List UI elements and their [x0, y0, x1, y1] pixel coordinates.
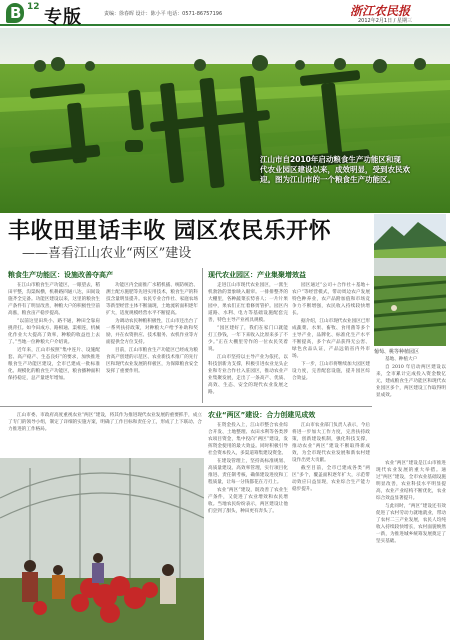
article-column-5 — [376, 356, 446, 456]
page-header — [0, 0, 450, 26]
greenhouse-photo — [0, 458, 204, 640]
section-badge-letter: B — [10, 4, 22, 22]
paragraph: 农业“两区”建设，既改善了农业生产条件，又促进了农业增效和农民增收。当地农民纷纷表示，两区建设让他们尝到了甜头，种田更有奔头了。 — [208, 488, 288, 514]
hero-caption — [260, 155, 446, 185]
paragraph: 近年来，江山市按照“集中连片、设施配套、高产稳产、生态良好”的要求，加快推进粮食生产功能区建设，全市已建成一批标准化、规模化的粮食生产功能区，粮食播种面积保持稳定，总产量逐年增加。 — [8, 348, 100, 381]
article-column-6a — [8, 412, 202, 456]
paragraph: 在建设管理上，坚持高标准规划、高质量建设、高效率管理，实行项目化推进、责任制考核，确保建设进度和工程质量，让每一分钱都花在刀刃上。 — [208, 459, 288, 485]
paragraph: 基地、种植大户 — [385, 357, 418, 362]
editor-info: 责编：徐春晖 设计：陈小平 电话：0571-86757196 — [104, 11, 223, 17]
article-column-3 — [208, 282, 288, 402]
section-heading-2: 现代农业园区：产业集聚增效益 — [208, 271, 306, 279]
hero-photo — [0, 28, 450, 213]
paragraph: 截至目前，全市已建成各类“两区”多个，覆盖面积逐年扩大，示范带动效应日益显现，农业综合生产能力稳步提升。 — [292, 466, 370, 492]
paragraph: “园区建好了，我们在家门口就能打工挣钱，一年下来收入比原来多了不少。”正在大棚里劳作的一位农民笑着说。 — [208, 326, 288, 352]
section-heading-3: 农业“两区”建设：合力创建见成效 — [208, 411, 316, 419]
article-column-4 — [292, 282, 370, 402]
paragraph: “以前这里田块小、路不通，种田全靠肩挑背扛。如今田成方、路相通、渠相连，机械化作业大大提高了效率，种粮的收益也上去了。”当地一位种粮大户介绍说。 — [8, 319, 100, 345]
article-column-1 — [8, 282, 100, 402]
paragraph: 据介绍，江山市现代农业园区已形成蔬菜、水果、畜牧、食用菌等多个主导产业，品牌化、标准化生产水平不断提高，多个农产品获得无公害、绿色食品认证，产品远销省内外市场。 — [292, 319, 370, 359]
publication-date: 2012年2月1日 / 星期三 — [358, 18, 412, 24]
mountain-photo — [374, 214, 446, 258]
paragraph: 自 2010 年启动两区建设以来，全市累计完成投入资金数亿元，建成粮食生产功能区和现代农业园区多个，两区建设工作取得明显成效。 — [376, 365, 446, 398]
paragraph: 走进江山市现代农业园区，一派生机勃勃的景象映入眼帘。一排排整齐的大棚里，各种蔬菜长势喜人；一片片果园中，果农们正忙着修剪管护。园区内道路、水利、电力等基础设施配套完善，特色主导产业初具规模。 — [208, 283, 288, 323]
paragraph: 江山市坚持以主导产业为依托，以科技创新为支撑，积极引进农业龙头企业和专业合作社入驻园区，推动农业产业集聚发展，走出了一条高产、优质、高效、生态、安全的现代农业发展之路。 — [208, 355, 288, 395]
paragraph: 园区通过“公司＋合作社＋基地＋农户”等经营模式，带动周边农户发展特色种养业，农产品附加值和市场竞争力不断增强，农民收入持续较快增长。 — [292, 283, 370, 316]
article-column-8 — [376, 460, 446, 638]
paragraph: 江山市委、市政府高度重视农业“两区”建设，将其作为推进现代农业发展的重要抓手，成立了专门的领导小组，制定了详细的实施方案，明确了工作目标和责任分工，形成了上下联动、合力推进的工作格局。 — [8, 413, 202, 432]
paragraph: 在江山市粮食生产功能区，一眼望去，稻田平整，沟渠纵横，机耕路四通八达，田间设施齐全完备。功能区建设以来，这里的粮食生产条件有了明显改善，种粮大户的积极性空前高涨，粮食亩产稳步提高。 — [8, 283, 100, 316]
vineyard-photo — [374, 258, 446, 346]
paragraph: 为调动农民种粮积极性，江山市还出台了一系列扶持政策，对种粮大户给予补助和奖励，并在农资供应、技术服务、农机作业等方面提供全方位支持。 — [106, 319, 198, 345]
section-badge — [6, 3, 24, 23]
headline: 丰收田里话丰收 园区农民乐开怀 — [8, 219, 332, 244]
subheadline: ——喜看江山农业“两区”建设 — [22, 246, 192, 261]
newspaper-masthead: 浙江农民报 — [350, 4, 411, 18]
paragraph: 功能区内全面推广水稻机插、统防统治、测土配方施肥等先进实用技术，粮食生产的科技含量明显提升。农民专业合作社、家庭农场等新型经营主体不断涌现，土地流转面积逐年扩大，适度规模经营水平不断提高。 — [106, 283, 198, 316]
section-title: 专版 — [44, 7, 82, 28]
paragraph: 与此同时，“两区”建设还有效促进了农村劳动力就地就业，带动了农村二三产业发展，农民人均纯收入持续较快增长，农村面貌焕然一新，为推进城乡统筹发展奠定了坚实基础。 — [376, 504, 446, 544]
paragraph: 农业“两区”建设是江山市推进现代农业发展的重大举措。通过“两区”建设，全市农业基础设施明显改善，农业科技水平明显提高，农业产业结构不断优化，农业综合效益显著提升。 — [376, 461, 446, 501]
hero-caption-line: 迎。图为江山市的一个粮食生产功能区。 — [260, 175, 395, 184]
paragraph: 江山市农业部门负责人表示，今后将进一步加大工作力度，完善扶持政策，创新建设机制，强化科技支撑，推动农业“两区”建设不断取得新成效，为全市现代农业发展和新农村建设作出更大贡献。 — [292, 423, 370, 463]
field-illustration — [0, 28, 450, 213]
column-divider — [202, 268, 203, 403]
paragraph: 在资金投入上，江山市整合农业综合开发、土地整理、农田水利等各类涉农项目资金，集中投向“两区”建设，发挥资金使用的最大效益。同时积极引导社会资本投入，多渠道筹集建设资金。 — [208, 423, 288, 456]
article-column-7 — [292, 422, 370, 638]
article-column-2 — [106, 282, 198, 402]
section-divider — [0, 406, 372, 407]
paragraph: 目前，江山市粮食生产功能区已经成为粮食高产创建的示范区、农业新技术推广的先行区和现代农业发展的样板区，为保障粮食安全发挥了重要作用。 — [106, 348, 198, 374]
right-photo-caption: 葡萄、桃等种植园区 — [374, 349, 420, 355]
section-heading-1: 粮食生产功能区：设施改善夺高产 — [8, 271, 113, 279]
hero-caption-line: 江山市自2010年启动粮食生产功能区和现 — [260, 155, 401, 164]
paragraph: 下一步，江山市将继续加大园区建设力度，完善配套设施，提升园区综合效益。 — [292, 362, 370, 381]
article-column-6 — [208, 422, 288, 638]
page-number: 12 — [27, 2, 40, 12]
hero-caption-line: 代农业园区建设以来，成效明显，受到农民欢 — [260, 165, 410, 174]
